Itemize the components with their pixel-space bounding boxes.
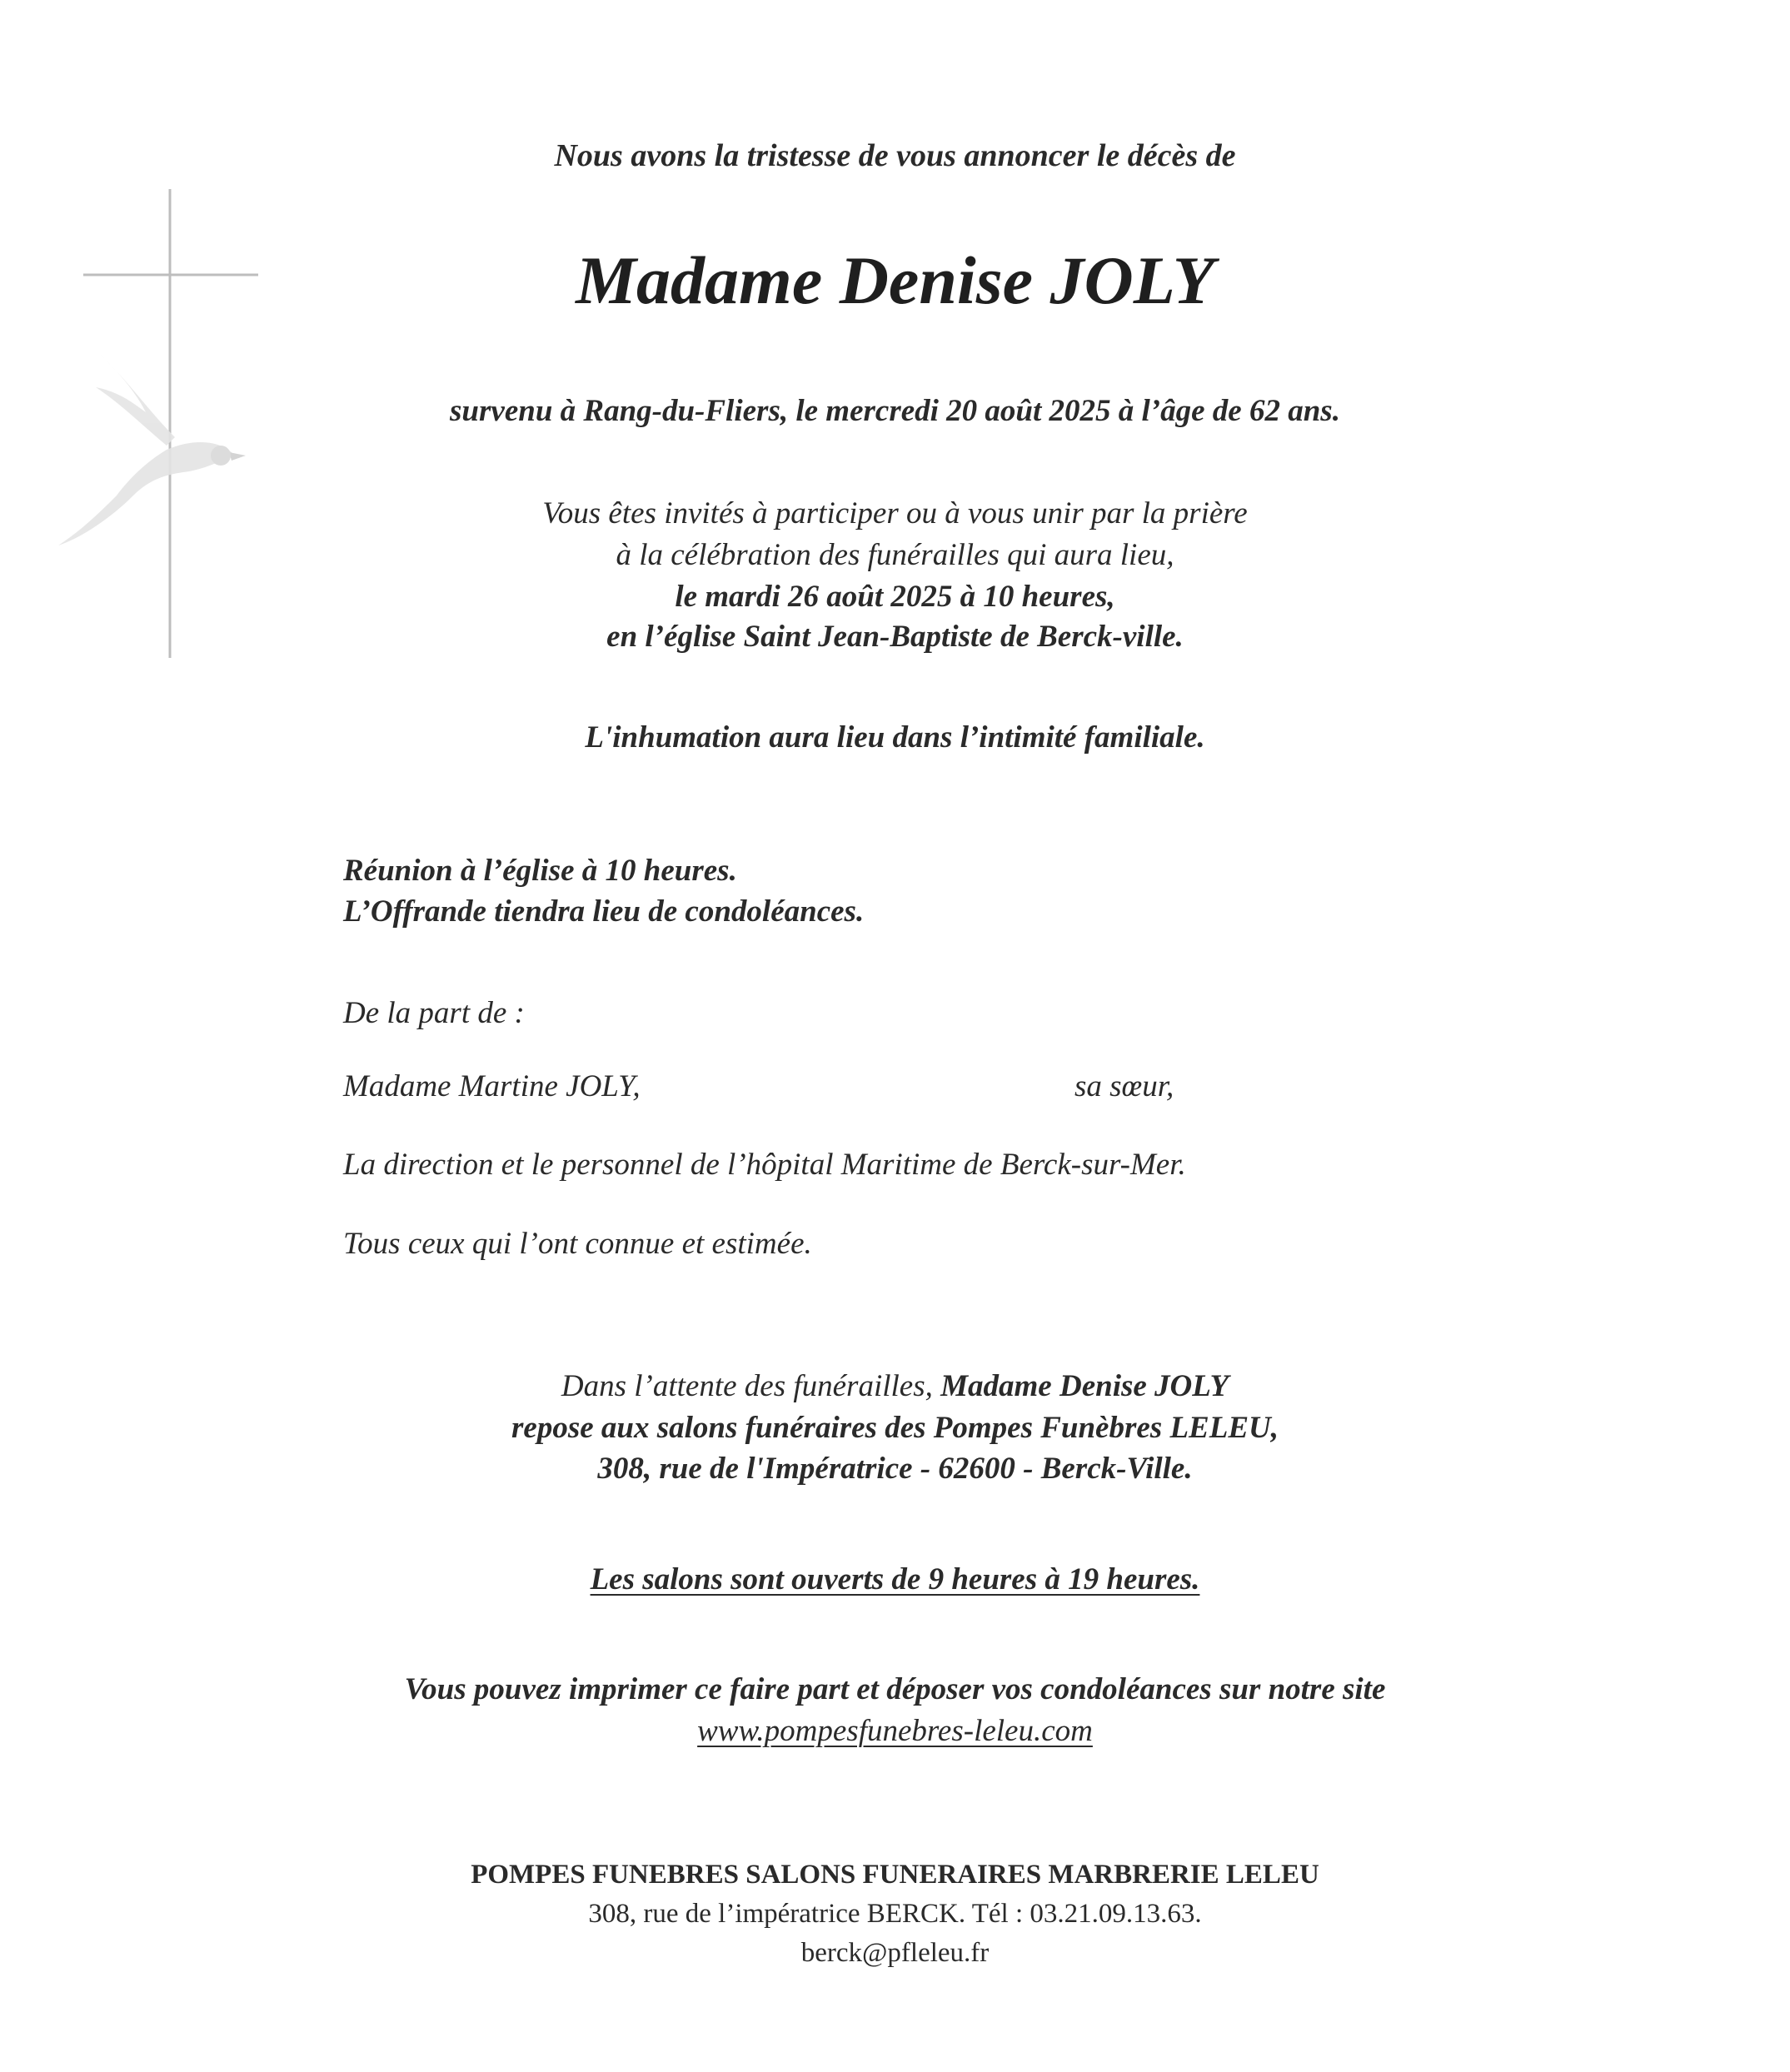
family-line-hospital: La direction et le personnel de l’hôpital Maritime de Berck-sur-Mer. xyxy=(343,1148,1186,1182)
invitation-line-2: à la célébration des funérailles qui aura lieu, xyxy=(616,538,1174,572)
footer-company: POMPES FUNEBRES SALONS FUNERAIRES MARBRERIE LELEU xyxy=(471,1860,1319,1890)
invitation-line-1: Vous êtes invités à participer ou à vous unir par la prière xyxy=(542,496,1248,530)
print-notice: Vous pouvez imprimer ce faire part et déposer vos condoléances sur notre site xyxy=(404,1672,1386,1706)
offering-note: L’Offrande tiendra lieu de condoléances. xyxy=(343,894,865,929)
rest-line-2: repose aux salons funéraires des Pompes Funèbres LELEU, xyxy=(511,1411,1279,1445)
meeting-note: Réunion à l’église à 10 heures. xyxy=(343,854,737,888)
rest-line-1 xyxy=(0,1368,1790,1404)
rest-line-1-prefix: Dans l’attente des funérailles, xyxy=(561,1369,933,1403)
intro-text: Nous avons la tristesse de vous annoncer le décès de xyxy=(554,138,1236,173)
rest-line-3: 308, rue de l'Impératrice - 62600 - Berck-Ville. xyxy=(597,1452,1193,1486)
footer-email[interactable]: berck@pfleleu.fr xyxy=(800,1938,990,1968)
funeral-date: le mardi 26 août 2025 à 10 heures, xyxy=(675,580,1115,614)
burial-note: L'inhumation aura lieu dans l’intimité familiale. xyxy=(585,720,1205,755)
family-line-all: Tous ceux qui l’ont connue et estimée. xyxy=(343,1227,812,1261)
funeral-location: en l’église Saint Jean-Baptiste de Berck-ville. xyxy=(606,620,1184,654)
footer-address: 308, rue de l’impératrice BERCK. Tél : 03.21.09.13.63. xyxy=(588,1899,1202,1929)
death-info: survenu à Rang-du-Fliers, le mercredi 20 août 2025 à l’âge de 62 ans. xyxy=(450,394,1340,428)
family-member-relation: sa sœur, xyxy=(1074,1069,1174,1103)
website-link[interactable]: www.pompesfunebres-leleu.com xyxy=(697,1714,1093,1748)
salons-hours: Les salons sont ouverts de 9 heures à 19 heures. xyxy=(590,1562,1200,1596)
family-member-name: Madame Martine JOLY, xyxy=(343,1069,641,1103)
rest-line-1-name: Madame Denise JOLY xyxy=(940,1369,1229,1403)
from-label: De la part de : xyxy=(343,996,525,1030)
deceased-name: Madame Denise JOLY xyxy=(576,242,1214,318)
